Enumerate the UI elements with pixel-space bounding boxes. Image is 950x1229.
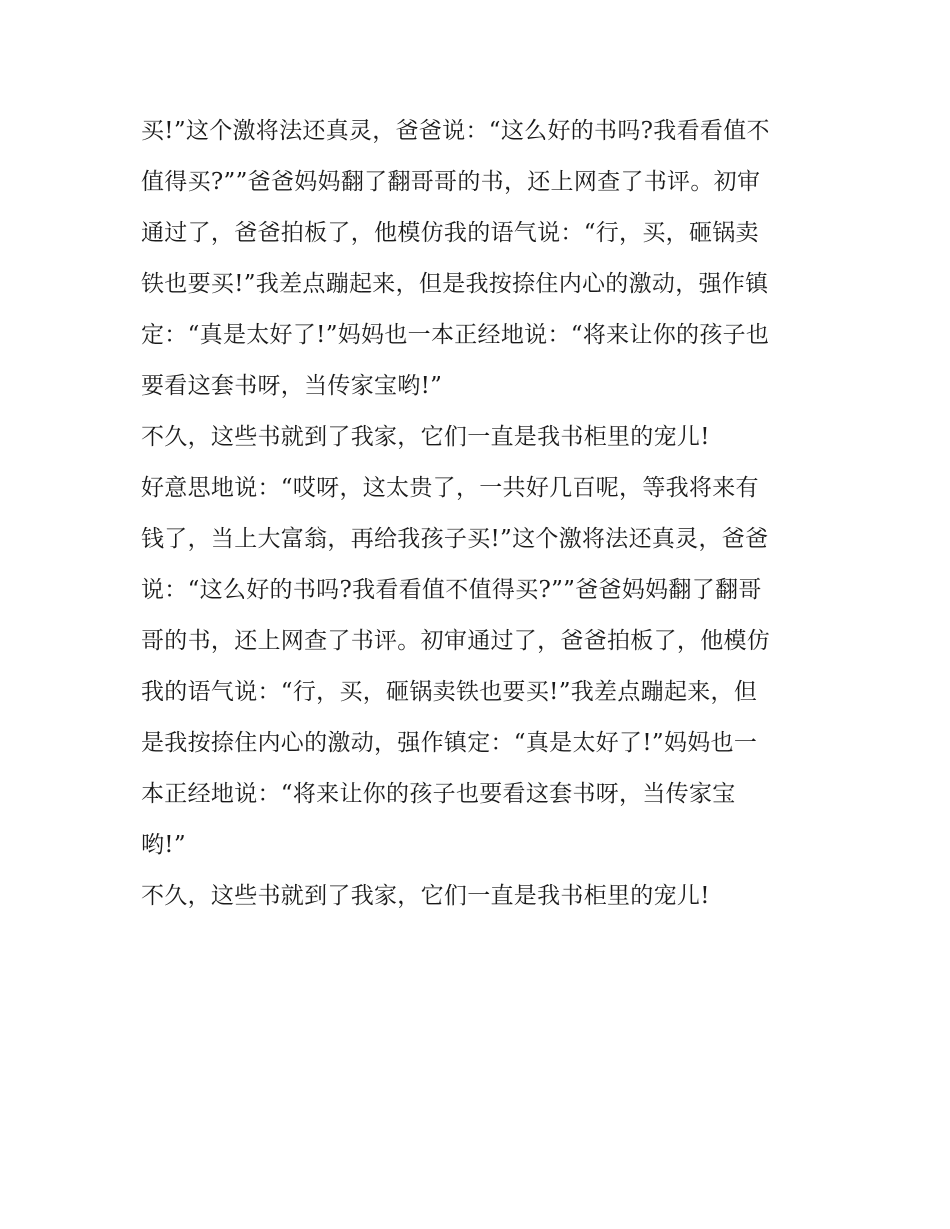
text-line: 钱了，当上大富翁，再给我孩子买!”这个激将法还真灵，爸爸	[141, 526, 769, 552]
text-line: 定：“真是太好了!”妈妈也一本正经地说：“将来让你的孩子也	[141, 322, 770, 348]
text-line: 说：“这么好的书吗?我看看值不值得买?””爸爸妈妈翻了翻哥	[141, 577, 762, 603]
text-line: 哟!”	[141, 832, 186, 858]
text-line: 是我按捺住内心的激动，强作镇定：“真是太好了!”妈妈也一	[141, 730, 758, 756]
text-line: 本正经地说：“将来让你的孩子也要看这套书呀，当传家宝	[141, 781, 736, 807]
text-line: 哥的书，还上网查了书评。初审通过了，爸爸拍板了，他模仿	[141, 628, 771, 654]
text-line: 买!”这个激将法还真灵，爸爸说：“这么好的书吗?我看看值不	[141, 118, 770, 144]
text-line: 好意思地说：“哎呀，这太贵了，一共好几百呢，等我将来有	[141, 475, 759, 501]
text-line: 我的语气说：“行，买，砸锅卖铁也要买!”我差点蹦起来，但	[141, 679, 758, 705]
text-line: 通过了，爸爸拍板了，他模仿我的语气说：“行，买，砸锅卖	[141, 220, 759, 246]
text-line: 值得买?””爸爸妈妈翻了翻哥哥的书，还上网查了书评。初审	[141, 169, 761, 195]
document-body	[141, 106, 821, 922]
text-line: 不久，这些书就到了我家，它们一直是我书柜里的宠儿!	[141, 424, 710, 450]
text-line: 不久，这些书就到了我家，它们一直是我书柜里的宠儿!	[141, 883, 710, 909]
text-line: 铁也要买!”我差点蹦起来，但是我按捺住内心的激动，强作镇	[141, 271, 769, 297]
text-line: 要看这套书呀，当传家宝哟!”	[141, 373, 443, 399]
